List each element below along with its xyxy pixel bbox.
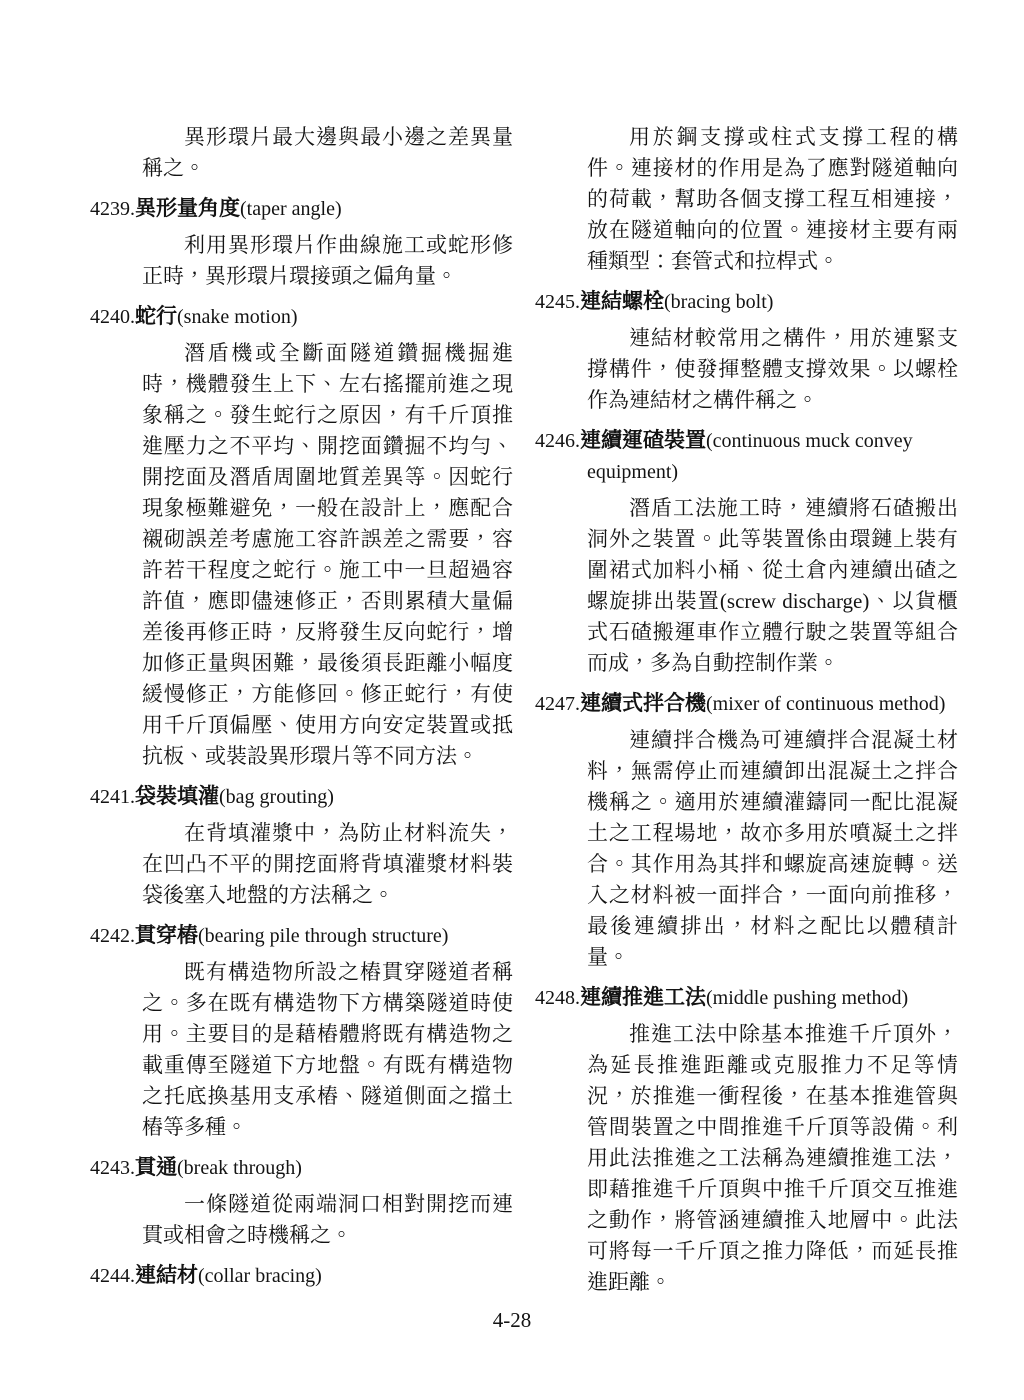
entry-number: 4247. xyxy=(535,693,580,715)
entry-heading xyxy=(535,425,958,488)
entry-heading xyxy=(90,301,513,333)
entry-heading xyxy=(90,781,513,813)
glossary-entry xyxy=(90,301,513,772)
entry-term: 連續運碴裝置 xyxy=(580,428,706,452)
entry-heading xyxy=(535,286,958,318)
entry-english: (collar bracing) xyxy=(198,1265,322,1287)
entry-heading xyxy=(90,1152,513,1184)
entry-number: 4239. xyxy=(90,198,135,220)
entry-english: (mixer of continuous method) xyxy=(706,693,946,715)
entry-term: 袋裝填灌 xyxy=(135,784,219,808)
glossary-entry xyxy=(90,1152,513,1251)
continuation-paragraph: 異形環片最大邊與最小邊之差異量稱之。 xyxy=(142,125,513,180)
entry-english: (middle pushing method) xyxy=(706,987,909,1009)
entry-english: (bracing bolt) xyxy=(664,291,774,313)
entry-number: 4245. xyxy=(535,291,580,313)
glossary-entry xyxy=(90,193,513,292)
glossary-entry xyxy=(90,920,513,1143)
entry-body: 潛盾工法施工時，連續將石碴搬出洞外之裝置。此等裝置係由環鏈上裝有圍裙式加料小桶、從土倉內連續出碴之螺旋排出裝置(screw discharge)、以貨櫃式石碴搬運車作立體行駛之裝置等組合而成，多為自動控制作業。 xyxy=(587,496,958,675)
column-right xyxy=(535,122,958,1298)
continuation-paragraph: 用於鋼支撐或柱式支撐工程的構件。連接材的作用是為了應對隧道軸向的荷載，幫助各個支撐工程互相連接，放在隧道軸向的位置。連接材主要有兩種類型：套管式和拉桿式。 xyxy=(587,125,958,273)
entry-number: 4241. xyxy=(90,786,135,808)
entry-english: (taper angle) xyxy=(240,198,342,220)
glossary-entry xyxy=(90,1260,513,1292)
entry-number: 4246. xyxy=(535,430,580,452)
column-left xyxy=(90,122,513,1298)
entry-english: (snake motion) xyxy=(177,306,298,328)
entry-body: 連續拌合機為可連續拌合混凝土材料，無需停止而連續卸出混凝土之拌合機稱之。適用於連續灌鑄同一配比混凝土之工程場地，故亦多用於噴凝土之拌合。其作用為其拌和螺旋高速旋轉。送入之材料被一面拌合，一面向前推移，最後連續排出，材料之配比以體積計量。 xyxy=(587,728,958,969)
entry-number: 4243. xyxy=(90,1157,135,1179)
glossary-entry xyxy=(535,286,958,416)
entry-term: 連結螺栓 xyxy=(580,289,664,313)
entry-body: 一條隧道從兩端洞口相對開挖而連貫或相會之時機稱之。 xyxy=(142,1192,513,1247)
entry-body: 在背填灌漿中，為防止材料流失，在凹凸不平的開挖面將背填灌漿材料裝袋後塞入地盤的方法稱之。 xyxy=(142,821,513,907)
entry-list-left xyxy=(90,193,513,1292)
entry-english: (continuous muck convey equipment) xyxy=(587,430,913,483)
entry-term: 連續式拌合機 xyxy=(580,691,706,715)
entry-english: (bearing pile through structure) xyxy=(198,925,449,947)
glossary-entry xyxy=(535,425,958,679)
entry-heading xyxy=(90,193,513,225)
entry-number: 4248. xyxy=(535,987,580,1009)
entry-term: 貫穿樁 xyxy=(135,923,198,947)
entry-term: 異形量角度 xyxy=(135,196,240,220)
entry-body: 既有構造物所設之樁貫穿隧道者稱之。多在既有構造物下方構築隧道時使用。主要目的是藉樁體將既有構造物之載重傳至隧道下方地盤。有既有構造物之托底換基用支承樁、隧道側面之擋土樁等多種。 xyxy=(142,960,513,1139)
entry-heading xyxy=(535,982,958,1014)
entry-number: 4242. xyxy=(90,925,135,947)
entry-term: 蛇行 xyxy=(135,304,177,328)
glossary-entry xyxy=(535,688,958,973)
entry-body: 連結材較常用之構件，用於連緊支撐構件，使發揮整體支撐效果。以螺栓作為連結材之構件稱之。 xyxy=(587,326,958,412)
entry-term: 貫通 xyxy=(135,1155,177,1179)
entry-term: 連續推進工法 xyxy=(580,985,706,1009)
page-number-footer: 4-28 xyxy=(492,1308,532,1332)
glossary-entry xyxy=(90,781,513,911)
entry-heading xyxy=(90,1260,513,1292)
glossary-entry xyxy=(535,982,958,1298)
entry-number: 4240. xyxy=(90,306,135,328)
entry-list-right xyxy=(535,286,958,1298)
entry-body: 推進工法中除基本推進千斤頂外，為延長推進距離或克服推力不足等情況，於推進一衝程後，在基本推進管與管間裝置之中間推進千斤頂等設備。利用此法推進之工法稱為連續推進工法，即藉推進千斤頂與中推千斤頂交互推進之動作，將管涵連續推入地層中。此法可將每一千斤頂之推力降低，而延長推進距離。 xyxy=(587,1022,958,1294)
entry-heading xyxy=(90,920,513,952)
entry-term: 連結材 xyxy=(135,1263,198,1287)
entry-heading xyxy=(535,688,958,720)
entry-number: 4244. xyxy=(90,1265,135,1287)
entry-body: 利用異形環片作曲線施工或蛇形修正時，異形環片環接頭之偏角量。 xyxy=(142,233,513,288)
entry-english: (bag grouting) xyxy=(219,786,334,808)
entry-body: 潛盾機或全斷面隧道鑽掘機掘進時，機體發生上下、左右搖擺前進之現象稱之。發生蛇行之原因，有千斤頂推進壓力之不平均、開挖面鑽掘不均勻、開挖面及潛盾周圍地質差異等。因蛇行現象極難避免，一般在設計上，應配合襯砌誤差考慮施工容許誤差之需要，容許若干程度之蛇行。施工中一旦超過容許值，應即儘速修正，否則累積大量偏差後再修正時，反將發生反向蛇行，增加修正量與困難，最後須長距離小幅度緩慢修正，方能修回。修正蛇行，有使用千斤頂偏壓、使用方向安定裝置或抵抗板、或裝設異形環片等不同方法。 xyxy=(142,341,513,768)
entry-english: (break through) xyxy=(177,1157,302,1179)
